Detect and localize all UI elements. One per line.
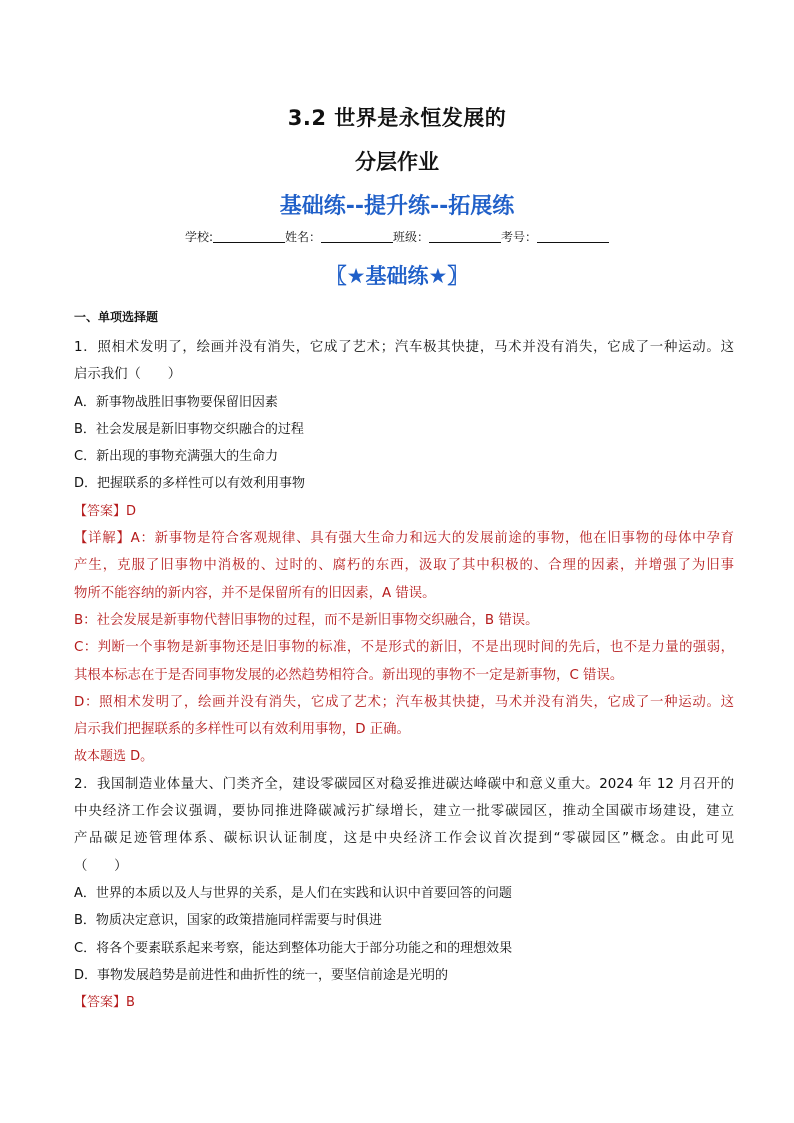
q1-detail-line: 启示我们把握联系的多样性可以有效利用事物，D 正确。 [74, 722, 410, 738]
class-label: 班级： [393, 230, 430, 244]
q1-detail-line: 其根本标志在于是否同事物发展的必然趋势相符合。新出现的事物不一定是新事物，C 错误。 [74, 667, 624, 683]
q1-detail-line: C：判断一个事物是新事物还是旧事物的标准，不是形式的新旧，不是出现时间的先后，也不是力量的强弱， [74, 640, 734, 656]
question-content [74, 306, 734, 1016]
q2-stem-line: 产品碳足迹管理体系、碳标识认证制度，这是中央经济工作会议首次提到“零碳园区”概念。由此可见 [74, 831, 734, 847]
q1-stem-line: 启示我们（ ） [74, 367, 182, 383]
q1-detail-a-text: A：新事物是符合客观规律、具有强大生命力和远大的发展前途的事物，他在旧事物的母体中孕育 [130, 531, 734, 547]
exam-number-blank[interactable] [537, 230, 609, 243]
q2-stem-line: 中央经济工作会议强调，要协同推进降碳减污扩绿增长，建立一批零碳园区，推动全国碳市场建设，建立 [74, 804, 734, 820]
page-subtitle: 分层作业 [355, 150, 439, 174]
q1-conclusion: 故本题选 D。 [74, 749, 154, 765]
student-info-line [0, 228, 794, 245]
section-heading: 一、单项选择题 [74, 310, 159, 324]
q1-option-c: C．新出现的事物充满强大的生命力 [74, 449, 279, 465]
q2-stem-line: （ ） [74, 858, 128, 874]
q1-detail-line: 物所不能容纳的新内容，并不是保留所有的旧因素，A 错误。 [74, 585, 436, 601]
q2-option-a: A．世界的本质以及人与世界的关系，是人们在实践和认识中首要回答的问题 [74, 885, 512, 901]
q1-detail-label: 【详解】 [74, 531, 131, 547]
q1-detail-line: B：社会发展是新事物代替旧事物的过程，而不是新旧事物交织融合，B 错误。 [74, 612, 539, 628]
exam-number-label: 考号： [501, 230, 538, 244]
school-label: 学校: [184, 230, 213, 244]
q1-detail-line [74, 525, 734, 552]
q2-answer [74, 989, 734, 1016]
name-blank[interactable] [321, 230, 393, 243]
section-banner: 〖★基础练★〗 [325, 264, 469, 288]
q2-answer-label: 【答案】 [74, 995, 127, 1011]
school-blank[interactable] [213, 230, 285, 243]
q1-stem-line: 1．照相术发明了，绘画并没有消失，它成了艺术；汽车极其快捷，马术并没有消失，它成了一种运动。这 [74, 340, 734, 355]
q1-option-a: A．新事物战胜旧事物要保留旧因素 [74, 394, 278, 410]
q1-option-b: B．社会发展是新旧事物交织融合的过程 [74, 421, 304, 437]
q1-detail-line: D：照相术发明了，绘画并没有消失，它成了艺术；汽车极其快捷，马术并没有消失，它成了一种运动。这 [74, 694, 734, 710]
q1-option-d: D．把握联系的多样性可以有效利用事物 [74, 476, 306, 492]
name-label: 姓名： [285, 230, 322, 244]
q2-option-d: D．事物发展趋势是前进性和曲折性的统一，要坚信前途是光明的 [74, 967, 449, 983]
q2-option-b: B．物质决定意识，国家的政策措施同样需要与时俱进 [74, 913, 382, 929]
page-title: 3.2 世界是永恒发展的 [287, 106, 507, 130]
q2-stem-line: 2．我国制造业体量大、门类齐全，建设零碳园区对稳妥推进碳达峰碳中和意义重大。2024 年 12 月召开的 [74, 776, 734, 792]
q1-detail-line: 产生，克服了旧事物中消极的、过时的、腐朽的东西，汲取了其中积极的、合理的因素，并增强了为旧事 [74, 558, 734, 574]
q2-answer-value: B [126, 995, 135, 1011]
class-blank[interactable] [429, 230, 501, 243]
practice-levels-heading: 基础练--提升练--拓展练 [279, 194, 515, 219]
q1-answer: 【答案】D [74, 503, 137, 519]
q2-option-c: C．将各个要素联系起来考察，能达到整体功能大于部分功能之和的理想效果 [74, 940, 513, 956]
